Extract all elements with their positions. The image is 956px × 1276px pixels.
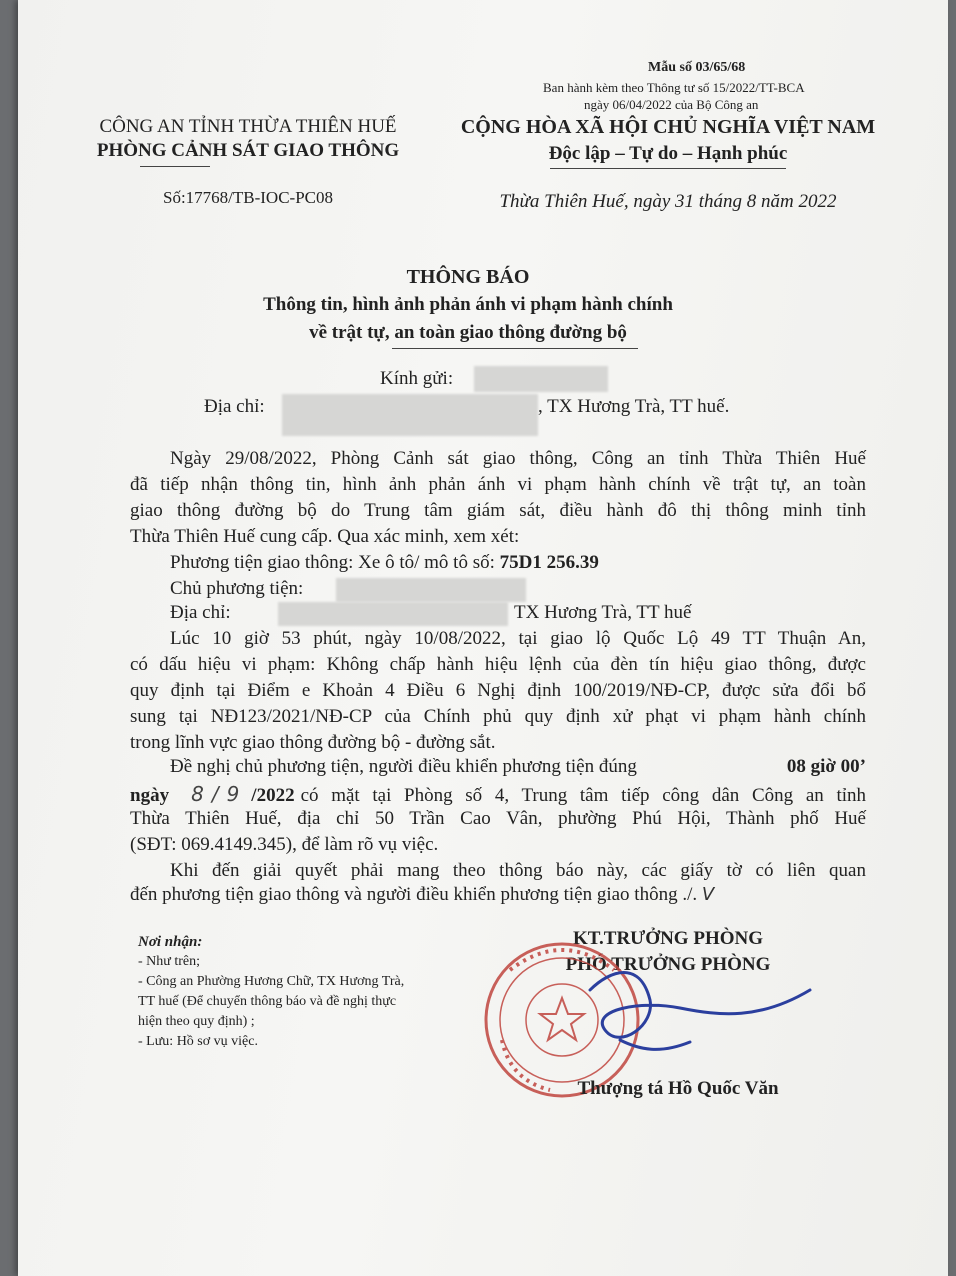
request-line-4: (SĐT: 069.4149.345), để làm rõ vụ việc. — [130, 834, 439, 855]
violation-line-3: quy định tại Điểm e Khoản 4 Điều 6 Nghị định 100/2019/NĐ-CP, được sửa đổi bổ — [130, 680, 866, 701]
notice-title: THÔNG BÁO — [406, 266, 530, 288]
redacted-address — [282, 394, 538, 436]
nation-name: CỘNG HÒA XÃ HỘI CHỦ NGHĨA VIỆT NAM — [460, 116, 876, 138]
place-date: Thừa Thiên Huế, ngày 31 tháng 8 năm 2022 — [499, 191, 837, 212]
signer-title-1: KT.TRƯỞNG PHÒNG — [573, 928, 763, 949]
license-plate: 75D1 256.39 — [499, 552, 599, 573]
document-page — [18, 0, 948, 1276]
agency-underline — [140, 166, 210, 167]
address-tail: , TX Hương Trà, TT huế. — [538, 396, 730, 417]
redacted-owner-address — [278, 602, 508, 626]
official-stamp — [486, 944, 638, 1096]
owner-label: Chủ phương tiện: — [170, 578, 304, 599]
redacted-owner — [336, 578, 526, 602]
title-underline — [392, 348, 638, 349]
signer-name: Thượng tá Hồ Quốc Văn — [577, 1078, 779, 1099]
owner-address-tail: TX Hương Trà, TT huế — [514, 602, 692, 623]
violation-line-2: có dấu hiệu vi phạm: Không chấp hành hiệu lệnh của đèn tín hiệu giao thông, được — [130, 654, 866, 675]
body-line-1: Ngày 29/08/2022, Phòng Cảnh sát giao thông, Công an tỉnh Thừa Thiên Huế — [170, 448, 866, 469]
recipient-item-3: TT huế (Để chuyển thông báo và đề nghị thực — [138, 994, 397, 1009]
recipients-label: Nơi nhận: — [138, 934, 203, 950]
agency-name: PHÒNG CẢNH SÁT GIAO THÔNG — [96, 140, 400, 161]
nation-motto: Độc lập – Tự do – Hạnh phúc — [548, 143, 788, 164]
motto-underline — [550, 168, 786, 169]
appointment-year: /2022 — [251, 785, 295, 806]
recipient-item-5: - Lưu: Hồ sơ vụ việc. — [138, 1034, 258, 1049]
recipient-item-4: hiện theo quy định) ; — [138, 1014, 255, 1029]
closing-line-1: Khi đến giải quyết phải mang theo thông báo này, các giấy tờ có liên quan — [170, 860, 866, 881]
handwritten-check-mark: V — [701, 884, 715, 905]
address-label: Địa chỉ: — [204, 396, 265, 417]
handwritten-day: 8 — [191, 782, 204, 806]
request-line-3: Thừa Thiên Huế, địa chỉ 50 Trần Cao Vân, phường Phú Hội, Thành phố Huế — [130, 808, 866, 829]
request-line-1 — [170, 756, 866, 778]
recipient-item-2: - Công an Phường Hương Chữ, TX Hương Trà, — [138, 974, 405, 989]
closing-text: đến phương tiện giao thông và người điều khiển phương tiện giao thông ./. — [130, 884, 698, 905]
form-issued-line-1: Ban hành kèm theo Thông tư số 15/2022/TT-BCA — [543, 80, 805, 95]
body-line-2: đã tiếp nhận thông tin, hình ảnh phản ánh vi phạm hành chính về trật tự, an toàn — [130, 474, 866, 495]
form-issued-line-2: ngày 06/04/2022 của Bộ Công an — [584, 97, 759, 112]
appointment-time: 08 giờ 00’ — [786, 756, 866, 777]
vehicle-line — [170, 552, 599, 574]
signer-title-2: PHÓ TRƯỞNG PHÒNG — [565, 954, 771, 975]
redacted-recipient — [474, 366, 608, 392]
request-line-2: ngày 8 / 9 /2022 có mặt tại Phòng số 4, Trung tâm tiếp công dân Công an tỉnh — [130, 782, 866, 806]
body-line-4: Thừa Thiên Huế cung cấp. Qua xác minh, xem xét: — [130, 526, 520, 547]
closing-line-2 — [130, 884, 714, 906]
agency-parent: CÔNG AN TỈNH THỪA THIÊN HUẾ — [99, 116, 397, 137]
handwritten-month: 9 — [226, 782, 240, 806]
owner-address-label: Địa chỉ: — [170, 602, 231, 623]
notice-subtitle-1: Thông tin, hình ảnh phản ánh vi phạm hành chính — [263, 294, 673, 315]
star-icon — [540, 998, 584, 1040]
violation-line-5: trong lĩnh vực giao thông đường bộ - đường sắt. — [130, 732, 496, 753]
request-text: Đề nghị chủ phương tiện, người điều khiển phương tiện đúng — [170, 756, 637, 777]
document-number: Số:17768/TB-IOC-PC08 — [162, 188, 334, 207]
to-label: Kính gửi: — [380, 368, 454, 389]
request-location: có mặt tại Phòng số 4, Trung tâm tiếp công dân Công an tỉnh — [300, 785, 866, 806]
recipient-item-1: - Như trên; — [138, 954, 201, 969]
vehicle-label: Phương tiện giao thông: Xe ô tô/ mô tô số: — [170, 552, 495, 573]
day-label: ngày — [130, 785, 170, 806]
violation-line-1: Lúc 10 giờ 53 phút, ngày 10/08/2022, tại giao lộ Quốc Lộ 49 TT Thuận An, — [170, 628, 866, 649]
form-number: Mẫu số 03/65/68 — [648, 60, 746, 75]
violation-line-4: sung tại NĐ123/2021/NĐ-CP của Chính phủ quy định xử phạt vi phạm hành chính — [130, 706, 866, 727]
body-line-3: giao thông đường bộ do Trung tâm giám sát, điều hành đô thị thông minh tỉnh — [130, 500, 866, 521]
notice-subtitle-2: về trật tự, an toàn giao thông đường bộ — [309, 322, 627, 343]
